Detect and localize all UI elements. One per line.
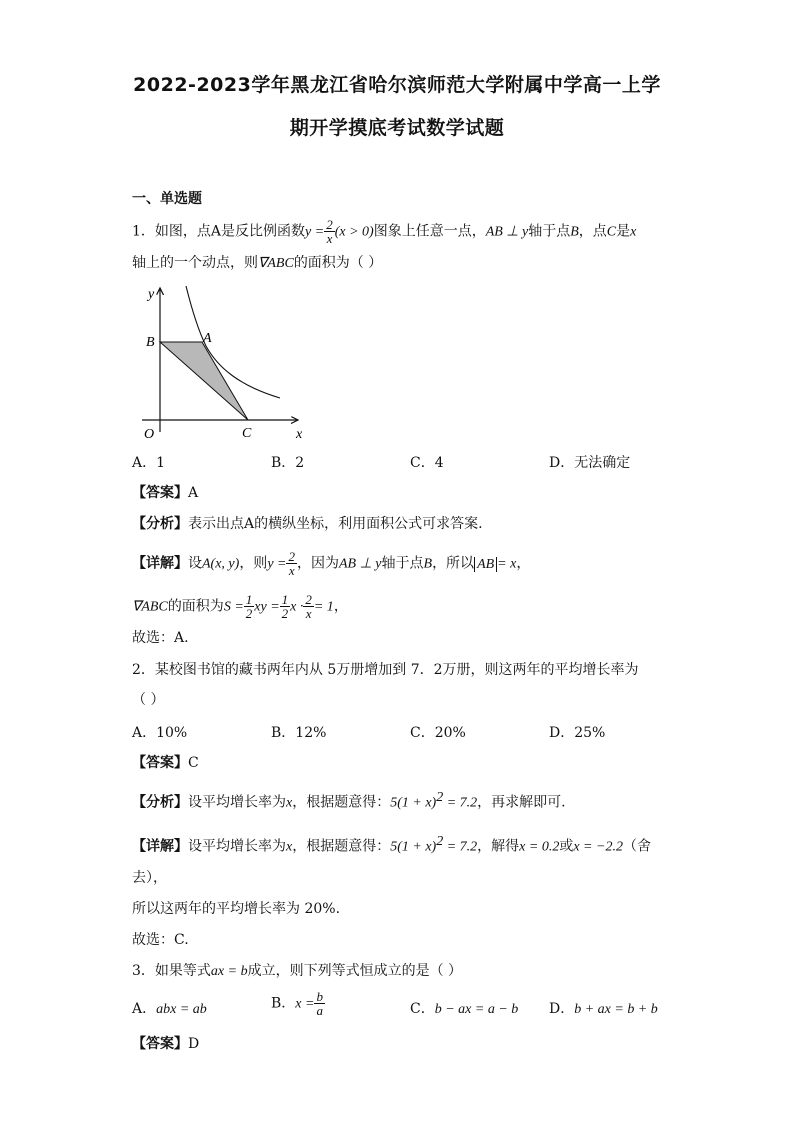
q3-option-b-num: b (316, 989, 323, 1004)
q3-option-c-expr: b − ax = a − b (434, 1002, 519, 1017)
section-heading: 一、单选题 (132, 191, 202, 207)
q1-stem-line-1 (132, 218, 636, 245)
q1-stem-d: ，点 (578, 223, 607, 240)
q1-func-den: x (326, 231, 333, 246)
q2-analysis-eq2: = 7.2 (443, 795, 478, 811)
q1-answer-value: A (188, 485, 199, 501)
q1-answer (132, 483, 198, 503)
y-axis-label: y (148, 287, 155, 302)
q1-stem-a: 1．如图，点A是反比例函数 (132, 223, 306, 240)
q1-area-frac-3 (303, 593, 314, 620)
q3-option-c-label: C． (410, 1001, 435, 1017)
x-axis-label: x (296, 427, 303, 442)
q1-detail-tag: 【详解】 (132, 555, 188, 572)
q1-detail-h: ， (516, 555, 531, 572)
q3-stem (132, 961, 462, 982)
q3-option-b-lhs: x = (295, 996, 315, 1012)
q2-conclusion: 所以这两年的平均增长率为 20%. (132, 901, 341, 917)
q1-detail-a: 设 (188, 555, 202, 572)
q1-detail-abs: AB (474, 557, 497, 572)
q1-area-frac-1-den: 2 (245, 606, 253, 621)
q1-area-a: 的面积为 (167, 598, 224, 615)
q1-detail-b: ，则 (239, 555, 268, 572)
q1-area-result: = 1 (313, 599, 334, 615)
q2-analysis-exp: 2 (436, 790, 444, 805)
q3-stem-b: 成立，则下列等式恒成立的是（ ） (247, 963, 463, 979)
q3-option-a-label: A． (132, 1001, 157, 1017)
q1-area-line (132, 593, 348, 620)
q1-area-frac-2 (280, 593, 291, 620)
point-b-label: B (146, 335, 155, 350)
q1-detail-g: = x (497, 556, 517, 572)
point-c-label: C (242, 426, 252, 441)
q2-detail-line-2: 去）， (132, 870, 167, 886)
q3-option-b-den: a (316, 1003, 323, 1018)
q2-detail-tag: 【详解】 (132, 838, 188, 855)
q1-detail-line-1 (132, 550, 530, 577)
q2-detail-c: ，解得 (477, 838, 520, 855)
q3-option-d-expr: b + ax = b + b (574, 1002, 658, 1017)
q3-option-b-label: B． (271, 995, 296, 1012)
q1-area-end: ， (333, 598, 348, 615)
q1-detail-point-b: B (423, 556, 433, 572)
q3-option-b (271, 990, 325, 1017)
q2-analysis-tag: 【分析】 (132, 794, 188, 811)
q2-option-a: A．10% (132, 725, 188, 741)
q2-option-d: D．25% (549, 725, 606, 741)
q2-detail-sol-2: x = −2.2 (573, 839, 623, 855)
q2-detail-sol-1: x = 0.2 (519, 839, 560, 855)
q1-x-var: x (630, 224, 637, 240)
triangle-abc (160, 342, 248, 420)
origin-label: O (144, 427, 155, 442)
q1-detail-point: A(x, y) (202, 556, 240, 572)
q1-analysis-text: 表示出点A的横纵坐标，利用面积公式可求答案. (188, 516, 483, 532)
q1-ab-perp: AB ⊥ y (485, 224, 529, 240)
q2-option-c: C．20% (410, 725, 466, 741)
q3-stem-eq: ax = b (210, 964, 248, 979)
q2-choose: 故选：C. (132, 932, 189, 948)
q1-line2-a: 轴上的一个动点，则 (132, 255, 258, 271)
q2-option-b: B．12% (271, 725, 327, 741)
q1-stem-line-2 (132, 253, 382, 274)
q1-detail-frac-den: x (288, 563, 295, 578)
q1-detail-f: ，所以 (432, 555, 475, 572)
title-line-2: 期开学摸底考试数学试题 (289, 117, 505, 139)
q1-point-b: B (570, 224, 579, 240)
q1-answer-tag: 【答案】 (132, 485, 188, 501)
q2-analysis-c: ，再求解即可. (477, 794, 566, 811)
q1-stem-b: 图象上任意一点， (373, 223, 486, 240)
q1-figure (130, 282, 320, 442)
q3-stem-a: 3．如果等式 (132, 963, 211, 979)
q3-answer-tag: 【答案】 (132, 1036, 188, 1052)
q1-area-x: x · (290, 599, 304, 615)
q1-func-cond: (x > 0) (334, 224, 374, 240)
q3-option-d (549, 998, 658, 1018)
q1-stem-e: 是 (616, 223, 631, 240)
q2-detail-b: ，根据题意得： (292, 838, 391, 855)
q1-choose: 故选：A. (132, 630, 189, 646)
q1-area-xy: xy = (254, 599, 280, 615)
q1-stem-c: 轴于点 (528, 223, 571, 240)
q2-detail-d: （舍 (622, 838, 651, 855)
q1-area-triangle: ∇ABC (132, 599, 168, 615)
q1-option-a: A．1 (132, 455, 166, 471)
q2-detail-line-1 (132, 832, 651, 858)
q1-area-frac-1 (244, 593, 255, 620)
title-line-1: 2022-2023学年黑龙江省哈尔滨师范大学附属中学高一上学 (133, 74, 661, 96)
q2-detail-or: 或 (559, 838, 574, 855)
q2-detail-eq2: = 7.2 (443, 839, 478, 855)
q2-analysis-b: ，根据题意得： (292, 794, 391, 811)
q1-option-c: C．4 (410, 455, 444, 471)
q2-stem: 2．某校图书馆的藏书两年内从 5万册增加到 7．2万册，则这两年的平均增长率为 (132, 662, 639, 678)
q1-area-s: S = (223, 599, 244, 615)
q1-detail-frac-num: 2 (288, 549, 295, 564)
q3-answer (132, 1034, 199, 1054)
q1-area-frac-3-num: 2 (305, 592, 312, 607)
q1-detail-frac (286, 550, 297, 577)
q1-option-b: B．2 (271, 455, 305, 471)
q1-analysis-tag: 【分析】 (132, 516, 188, 532)
q2-answer-value: C (188, 755, 199, 771)
q1-detail-e: 轴于点 (381, 555, 424, 572)
point-a-label: A (203, 331, 212, 346)
q2-analysis-a: 设平均增长率为 (188, 794, 286, 811)
q3-option-a (132, 998, 207, 1018)
q3-option-c (410, 998, 518, 1018)
q2-answer-tag: 【答案】 (132, 755, 188, 771)
q2-analysis (132, 788, 566, 814)
q2-detail-exp: 2 (436, 834, 444, 849)
q3-option-d-label: D． (549, 1001, 575, 1017)
q2-detail-a: 设平均增长率为 (188, 838, 286, 855)
q2-detail-eq: 5(1 + x) (390, 839, 437, 855)
q1-triangle: ∇ABC (258, 256, 294, 271)
q1-area-frac-3-den: x (305, 606, 312, 621)
q1-point-c: C (606, 224, 617, 240)
q2-analysis-x: x (286, 795, 293, 811)
q1-option-d: D．无法确定 (549, 455, 631, 471)
q3-option-a-expr: abx = ab (156, 1002, 207, 1017)
q2-analysis-eq: 5(1 + x) (390, 795, 437, 811)
q1-detail-d: AB ⊥ y (338, 556, 382, 572)
q1-area-frac-2-num: 1 (281, 592, 289, 607)
q2-answer (132, 753, 199, 773)
q1-detail-y: y = (267, 556, 287, 572)
q3-option-b-frac (314, 990, 325, 1017)
q1-area-frac-1-num: 1 (245, 592, 253, 607)
q3-answer-value: D (188, 1036, 200, 1052)
q2-detail-x: x (286, 839, 293, 855)
q2-stem-paren: （ ） (132, 692, 165, 708)
q1-func-lhs: y = (305, 224, 325, 240)
q1-area-frac-2-den: 2 (281, 606, 289, 621)
q1-detail-c: ，因为 (296, 555, 339, 572)
q1-func-frac (324, 218, 335, 245)
q1-line2-b: 的面积为（ ） (293, 255, 383, 271)
q1-func-num: 2 (326, 217, 333, 232)
q1-analysis (132, 514, 483, 534)
